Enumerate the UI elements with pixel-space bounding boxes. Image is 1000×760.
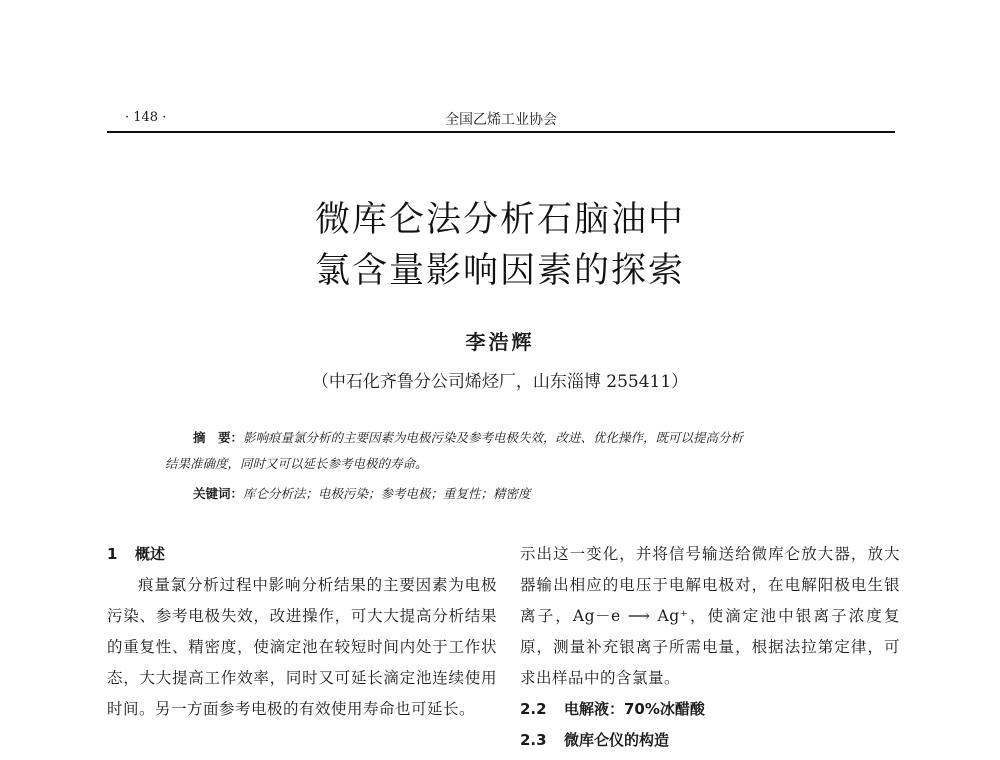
journal-name: 全国乙烯工业协会 xyxy=(445,112,557,128)
section-2-3-heading xyxy=(520,725,900,756)
section-2-2-number: 2.2 xyxy=(520,700,547,718)
page-number: · 148 · xyxy=(125,110,167,125)
abstract-line-1 xyxy=(193,425,743,451)
article-title-line-1: 微库仑法分析石脑油中 xyxy=(314,200,685,240)
abstract-line-2: 结果准确度，同时又可以延长参考电极的寿命。 xyxy=(165,456,428,471)
author-name: 李浩辉 xyxy=(465,330,535,354)
right-column xyxy=(520,539,900,756)
section-1-heading xyxy=(107,539,497,570)
section-2-3-title: 微库仑仪的构造 xyxy=(564,731,670,749)
author-affiliation: （中石化齐鲁分公司烯烃厂，山东淄博 255411） xyxy=(311,372,689,392)
section-1-number: 1 xyxy=(107,545,118,563)
keywords-label: 关键词： xyxy=(193,486,244,501)
abstract-label: 摘 要： xyxy=(193,430,244,445)
section-2-1-paragraph: 示出这一变化，并将信号输送给微库仑放大器，放大器输出相应的电压于电解电极对，在电解阳极电生银离子，Ag－e ⟶ Ag⁺，使滴定池中银离子浓度复原，测量补充银离子所需电量，根据法拉第定律，可求出样品中的含氯量。 xyxy=(520,545,900,687)
section-1-title: 概述 xyxy=(135,545,166,563)
section-2-2-heading xyxy=(520,694,900,725)
section-2-3-number: 2.3 xyxy=(520,731,547,749)
running-header xyxy=(107,108,895,130)
keywords-text: 库仑分析法；电极污染；参考电极；重复性；精密度 xyxy=(243,486,531,501)
header-rule xyxy=(107,131,895,133)
left-column xyxy=(107,539,497,725)
section-1-paragraph: 痕量氯分析过程中影响分析结果的主要因素为电极污染、参考电极失效，改进操作，可大大提高分析结果的重复性、精密度，使滴定池在较短时间内处于工作状态，大大提高工作效率，同时又可延长滴定池连续使用时间。另一方面参考电极的有效使用寿命也可延长。 xyxy=(107,576,497,718)
keywords-line xyxy=(193,481,531,507)
section-2-2-title: 电解液：70%冰醋酸 xyxy=(564,700,705,718)
article-title-line-2: 氯含量影响因素的探索 xyxy=(314,251,685,291)
abstract-text-1: 影响痕量氯分析的主要因素为电极污染及参考电极失效，改进、优化操作，既可以提高分析 xyxy=(243,430,744,445)
